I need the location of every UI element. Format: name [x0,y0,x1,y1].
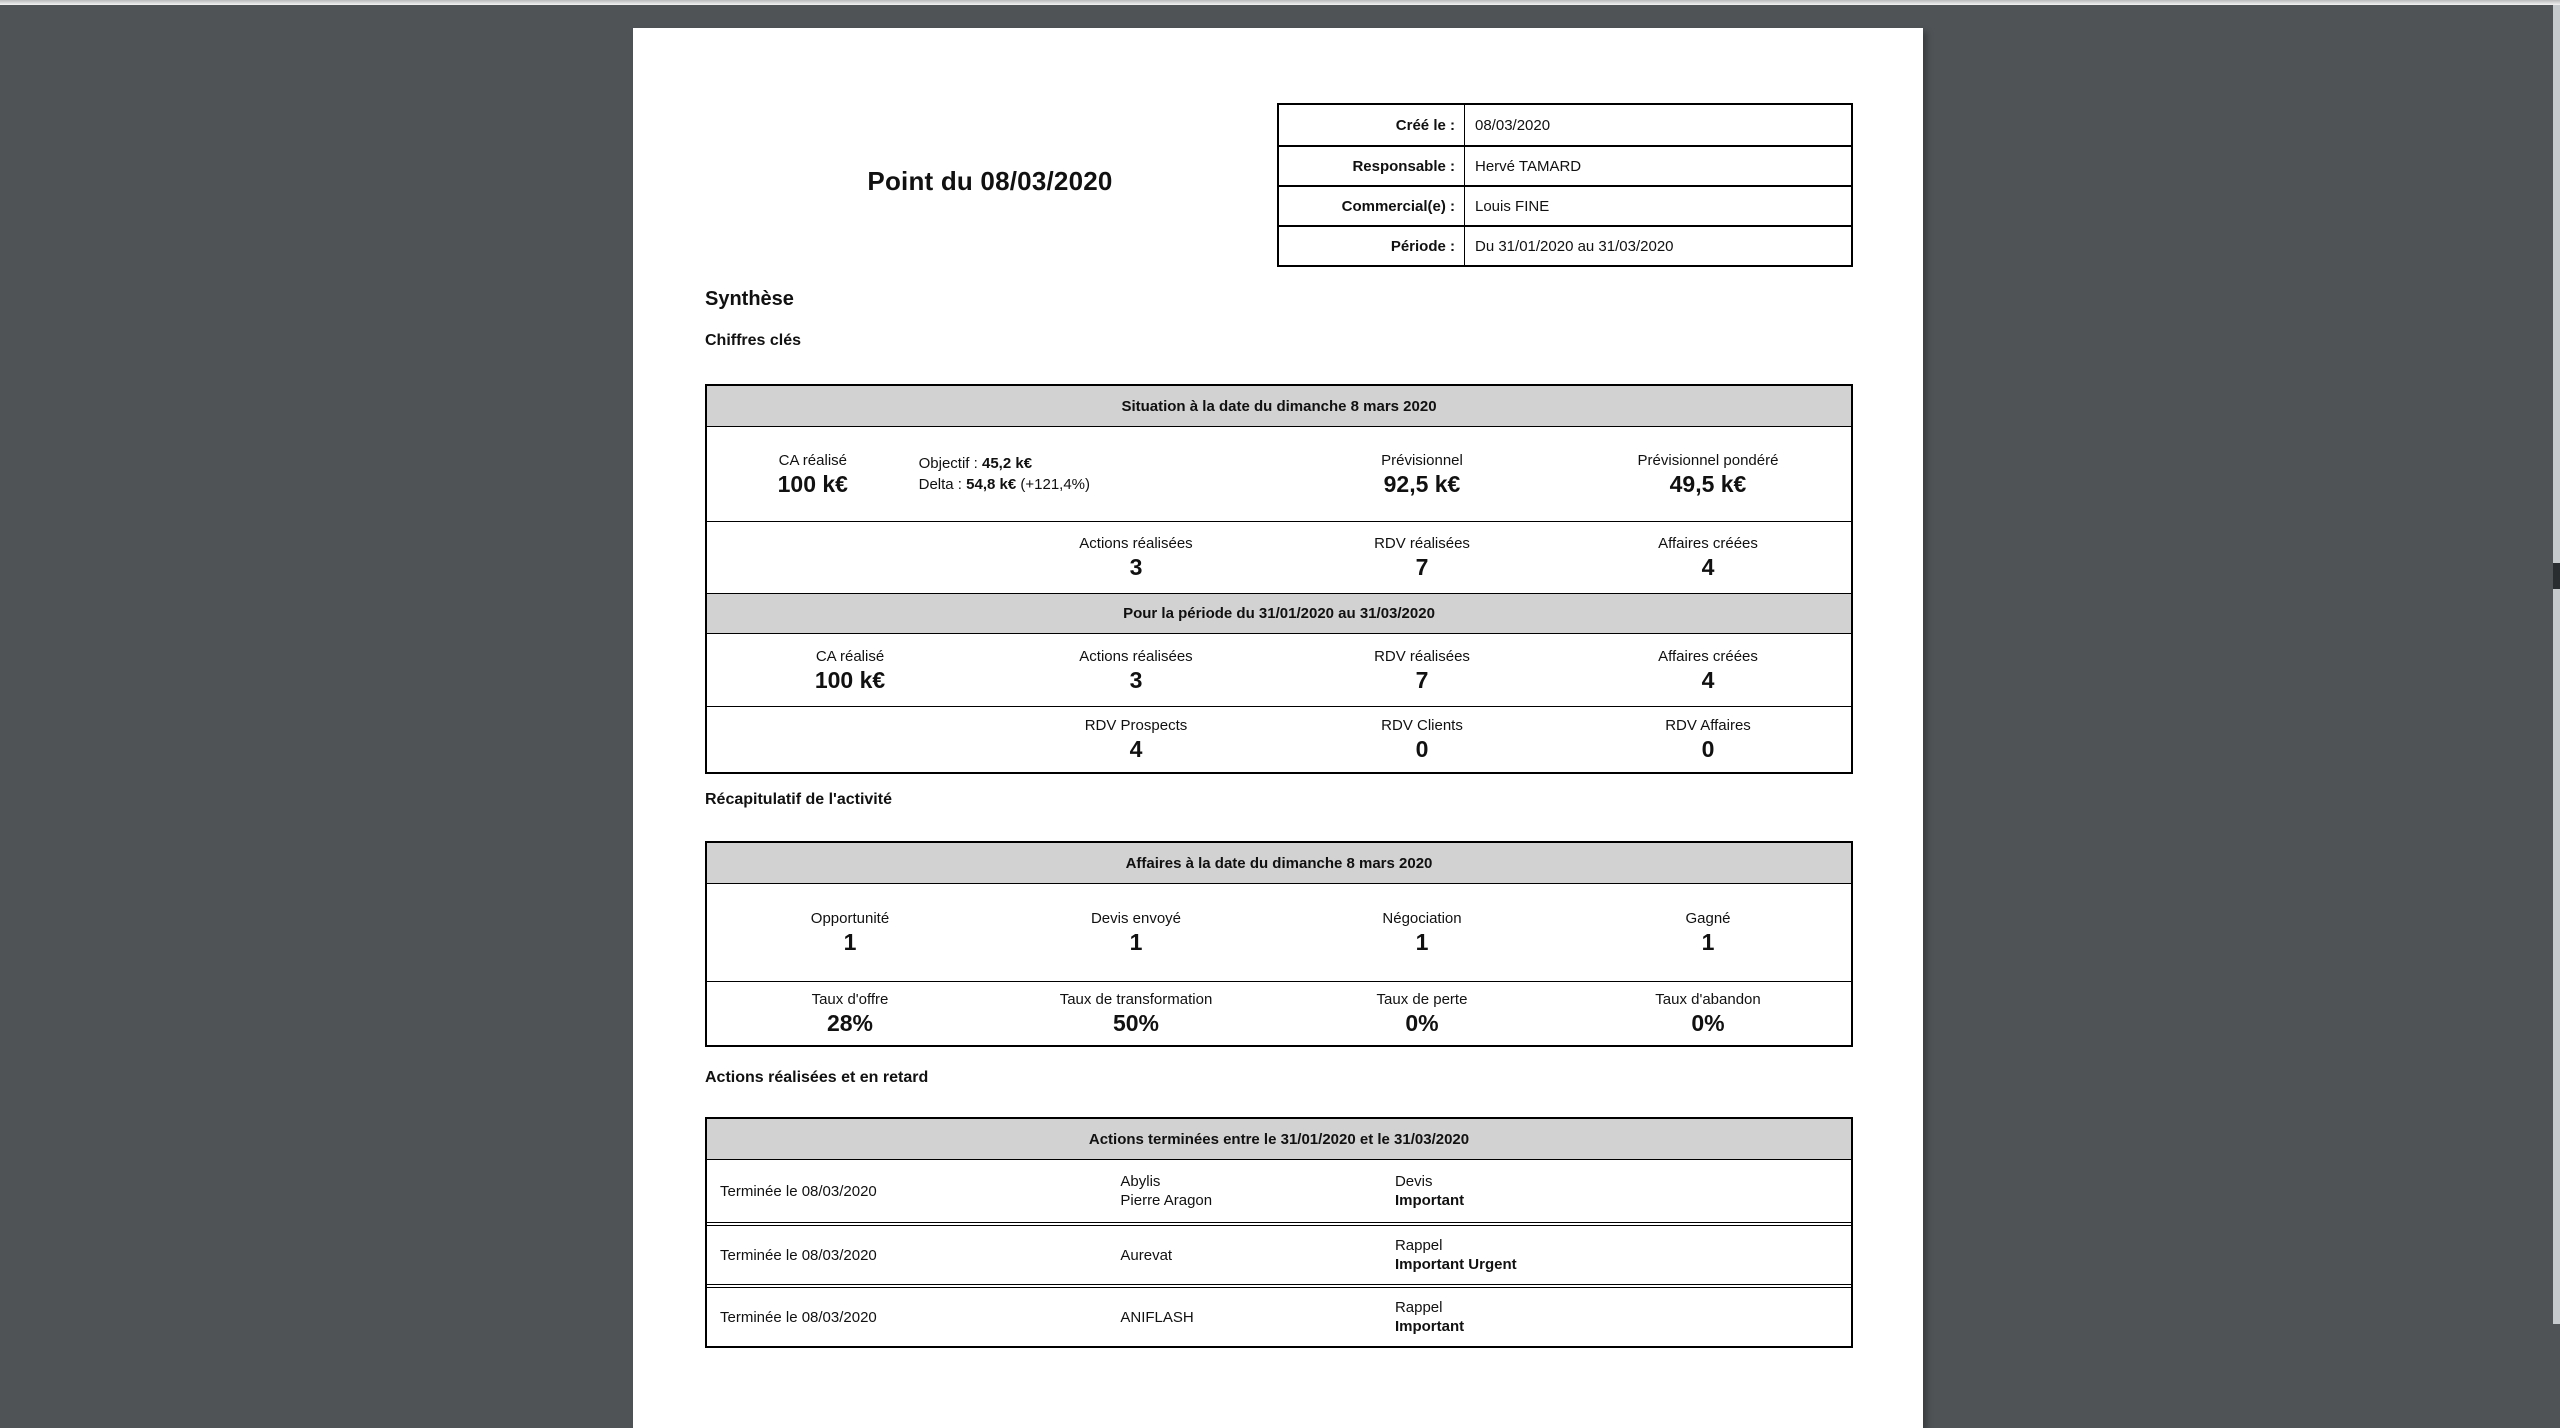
table-row [707,884,1851,981]
affaires-opportunite: Opportunité 1 [810,910,890,955]
kpi-objectif-delta [919,427,1279,521]
kpi-rdv-affaires: RDV Affaires 0 [1665,717,1751,762]
info-label-commercial: Commercial(e) : [1279,187,1465,225]
action-status: Terminée le 08/03/2020 [720,1182,877,1200]
action-type-priority: Rappel Important Urgent [1394,1237,1517,1273]
taux-offre: Taux d'offre 28% [811,991,889,1036]
table-row [707,521,1851,593]
kpi-header-periode: Pour la période du 31/01/2020 au 31/03/2020 [707,593,1851,634]
info-value-responsable: Hervé TAMARD [1475,157,1582,175]
info-label-periode: Période : [1279,227,1465,265]
kpi-ca-realise-periode: CA réalisé 100 k€ [814,647,886,693]
table-row [1279,185,1851,225]
table-row [707,1160,1851,1222]
affaires-gagne: Gagné 1 [1685,910,1731,955]
heading-chiffres-cles: Chiffres clés [705,332,802,349]
window-top-edge [0,0,2560,5]
kpi-ca-realise: CA réalisé 100 k€ [777,451,848,497]
info-value-cree-le: 08/03/2020 [1475,116,1551,134]
actions-table [705,1117,1853,1348]
affaires-table [705,841,1853,1047]
kpi-actions-realisees: Actions réalisées 3 [1079,535,1193,580]
table-row [1279,225,1851,265]
page-title: Point du 08/03/2020 [867,166,1113,196]
scrollbar-thumb[interactable] [2553,563,2560,589]
heading-actions: Actions réalisées et en retard [705,1069,929,1086]
report-info-table [1277,103,1853,267]
kpi-rdv-clients: RDV Clients 0 [1381,717,1463,762]
heading-recapitulatif: Récapitulatif de l'activité [705,791,892,808]
empty-cell [707,707,993,772]
kpi-rdv-realisees-periode: RDV réalisées 7 [1374,647,1470,693]
taux-transformation: Taux de transformation 50% [1059,991,1213,1036]
table-row [707,634,1851,706]
table-row [707,1284,1851,1346]
kpi-affaires-creees-periode: Affaires créées 4 [1658,647,1758,693]
action-status: Terminée le 08/03/2020 [720,1246,877,1264]
affaires-negociation: Négociation 1 [1382,910,1462,955]
taux-abandon: Taux d'abandon 0% [1655,991,1761,1036]
info-value-commercial: Louis FINE [1475,197,1550,215]
info-label-responsable: Responsable : [1279,147,1465,185]
kpi-rdv-realisees: RDV réalisées 7 [1374,535,1470,580]
kpi-actions-realisees-periode: Actions réalisées 3 [1079,647,1193,693]
table-row [707,706,1851,772]
kpi-previsionnel: Prévisionnel 92,5 k€ [1381,451,1463,497]
info-label-cree-le: Créé le : [1279,105,1465,145]
action-contact: Abylis Pierre Aragon [1120,1173,1213,1209]
report-page [633,28,1923,1428]
objectif-line: Objectif : 45,2 k€ [918,455,1033,472]
table-row [1279,105,1851,145]
action-type-priority: Rappel Important [1394,1299,1465,1335]
action-contact: ANIFLASH [1120,1308,1194,1326]
delta-line: Delta : 54,8 k€ (+121,4%) [918,476,1090,493]
empty-cell [707,522,993,593]
kpi-rdv-prospects: RDV Prospects 4 [1084,717,1188,762]
action-status: Terminée le 08/03/2020 [720,1308,877,1326]
affaires-devis-envoye: Devis envoyé 1 [1090,910,1182,955]
table-row [707,1222,1851,1284]
kpi-table [705,384,1853,774]
table-row [1279,145,1851,185]
taux-perte: Taux de perte 0% [1376,991,1468,1036]
affaires-header: Affaires à la date du dimanche 8 mars 2020 [707,843,1851,884]
kpi-header-situation: Situation à la date du dimanche 8 mars 2020 [707,386,1851,427]
action-type-priority: Devis Important [1394,1173,1465,1209]
action-contact: Aurevat [1120,1246,1173,1264]
kpi-previsionnel-pondere: Prévisionnel pondéré 49,5 k€ [1637,451,1779,497]
actions-header: Actions terminées entre le 31/01/2020 et le 31/03/2020 [707,1119,1851,1160]
kpi-affaires-creees: Affaires créées 4 [1658,535,1758,580]
info-value-periode: Du 31/01/2020 au 31/03/2020 [1475,237,1674,255]
table-row [707,427,1851,521]
table-row [707,981,1851,1045]
heading-synthese: Synthèse [705,288,794,310]
scrollbar-track[interactable] [2553,5,2560,1324]
